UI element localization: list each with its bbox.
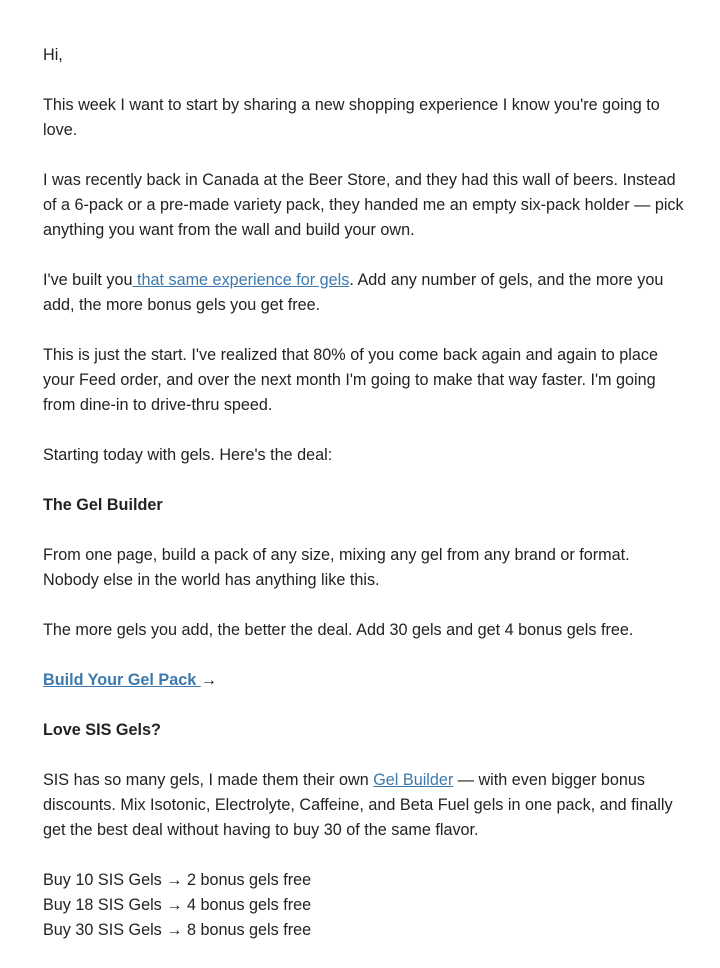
build-gel-pack-link[interactable]: Build Your Gel Pack bbox=[43, 671, 201, 689]
gel-builder-heading: The Gel Builder bbox=[43, 496, 163, 514]
beer-store-paragraph: I was recently back in Canada at the Beer Store, and they had this wall of beers. Instead of a 6-pack or a pre-made variety pack, they handed me an empty six-pack holder — pick anything you want from the wall and build your own. bbox=[43, 171, 684, 239]
sis-offer-item: Buy 30 SIS Gels → 8 bonus gels free bbox=[43, 921, 312, 939]
sis-paragraph bbox=[43, 768, 688, 843]
greeting: Hi, bbox=[43, 46, 63, 64]
sis-offer-item: Buy 10 SIS Gels → 2 bonus gels free bbox=[43, 871, 312, 889]
arrow-right-icon: → bbox=[200, 671, 217, 689]
sis-heading: Love SIS Gels? bbox=[43, 721, 161, 739]
start-paragraph: This is just the start. I've realized that 80% of you come back again and again to place your Feed order, and over the next month I'm going to make that way faster. I'm going from dine-in to drive-thru speed. bbox=[43, 346, 658, 414]
sis-gel-builder-link[interactable]: Gel Builder bbox=[373, 771, 454, 789]
sis-paragraph-text-before: SIS has so many gels, I made them their own bbox=[43, 771, 374, 789]
built-paragraph-text-after: . Add any number of gels, and the more you add, the more bonus gels you get free. bbox=[43, 271, 664, 314]
intro-paragraph: This week I want to start by sharing a new shopping experience I know you're going to love. bbox=[43, 96, 660, 139]
deal-paragraph: Starting today with gels. Here's the deal: bbox=[43, 446, 333, 464]
email-body bbox=[43, 43, 688, 968]
sis-offers-list bbox=[43, 868, 688, 943]
built-paragraph-text-before: I've built you bbox=[43, 271, 133, 289]
gel-experience-link[interactable]: that same experience for gels bbox=[132, 271, 350, 289]
sis-paragraph-text-after: — with even bigger bonus discounts. Mix Isotonic, Electrolyte, Caffeine, and Beta Fuel gels in one pack, and finally get the best deal without having to buy 30 of the same flavor. bbox=[43, 771, 673, 839]
more-gels-paragraph: The more gels you add, the better the deal. Add 30 gels and get 4 bonus gels free. bbox=[43, 621, 634, 639]
sis-offer-item: Buy 18 SIS Gels → 4 bonus gels free bbox=[43, 896, 312, 914]
one-page-paragraph: From one page, build a pack of any size, mixing any gel from any brand or format. Nobody else in the world has anything like this. bbox=[43, 546, 630, 589]
built-paragraph bbox=[43, 268, 688, 318]
cta-paragraph bbox=[43, 668, 688, 693]
